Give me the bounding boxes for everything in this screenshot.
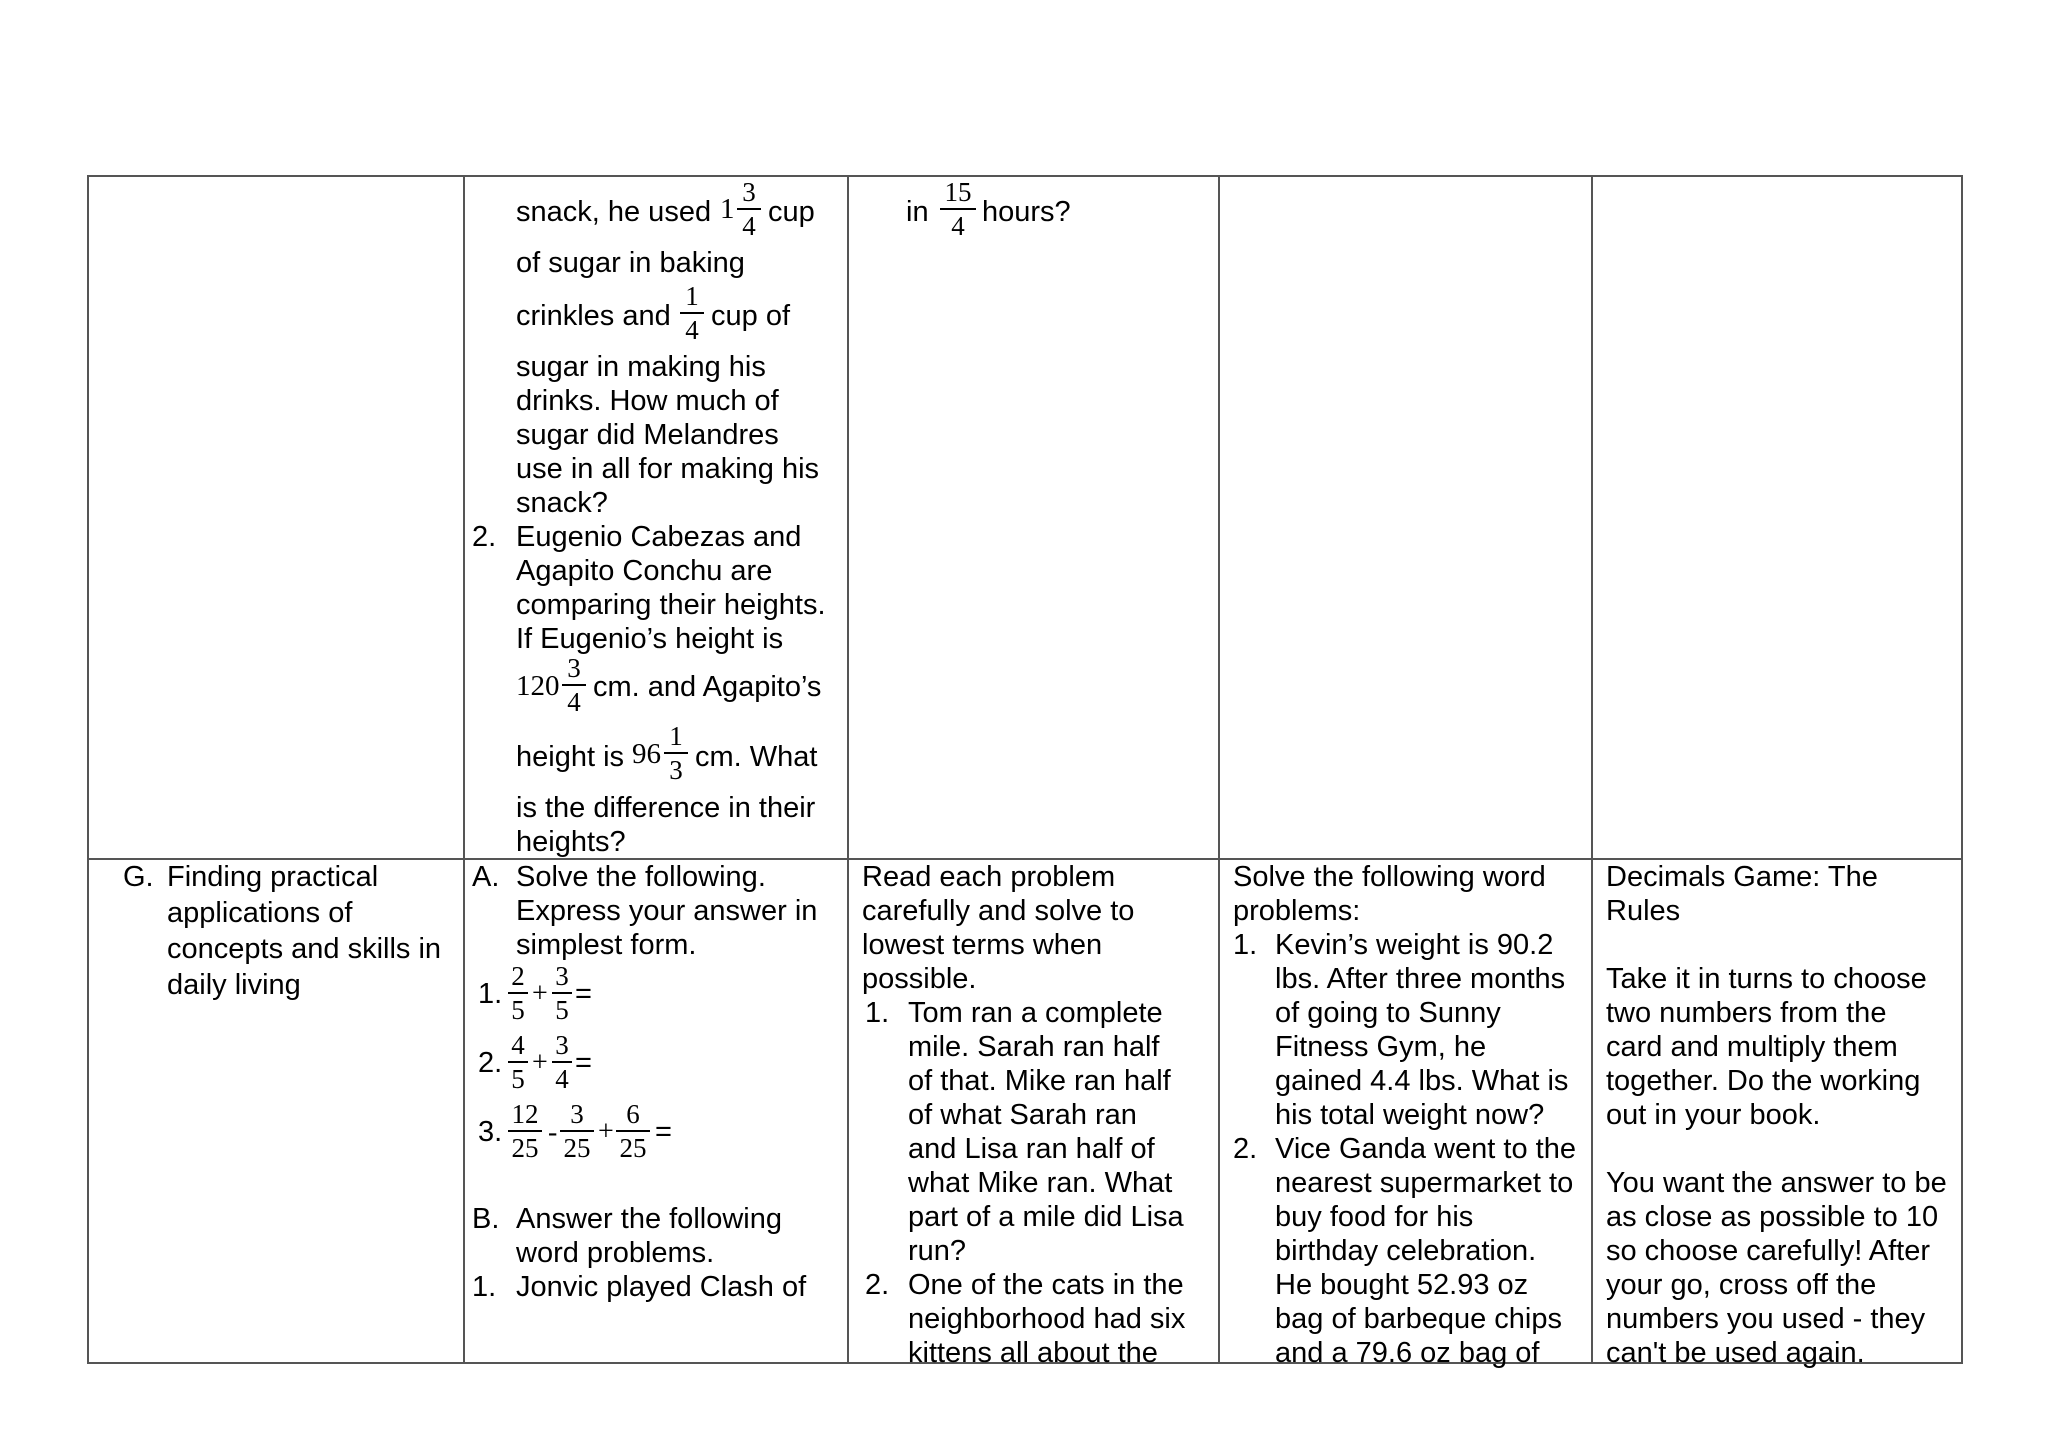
cell-text: Read each problem bbox=[862, 861, 1116, 893]
plus-operator: + bbox=[532, 1047, 548, 1078]
cell-text: as close as possible to 10 bbox=[1606, 1201, 1939, 1233]
mixed-number-whole: 96 bbox=[632, 738, 661, 770]
cell-text: Jonvic played Clash of bbox=[516, 1271, 807, 1303]
fraction-denominator: 4 bbox=[742, 211, 756, 241]
column-divider-3 bbox=[1218, 175, 1220, 1364]
fraction-denominator: 25 bbox=[511, 1133, 539, 1163]
cell-text: cup bbox=[768, 196, 815, 228]
fraction-denominator: 4 bbox=[555, 1064, 569, 1094]
cell-text: comparing their heights. bbox=[516, 589, 826, 621]
column-divider-4 bbox=[1591, 175, 1593, 1364]
fraction-numerator: 15 bbox=[944, 177, 972, 207]
list-number: 2. bbox=[1233, 1133, 1258, 1165]
fraction-bar bbox=[940, 208, 976, 210]
cell-text: height is bbox=[516, 741, 625, 773]
fraction-numerator: 3 bbox=[567, 653, 581, 683]
fraction bbox=[664, 722, 688, 784]
list-letter: B. bbox=[472, 1203, 500, 1235]
fraction bbox=[552, 962, 572, 1024]
cell-text: neighborhood had six bbox=[908, 1303, 1186, 1335]
fraction-denominator: 4 bbox=[685, 315, 699, 345]
cell-text: simplest form. bbox=[516, 929, 697, 961]
fraction-numerator: 1 bbox=[669, 721, 683, 751]
fraction-bar bbox=[680, 312, 704, 314]
mixed-number-whole: 120 bbox=[516, 670, 560, 702]
cell-text: cup of bbox=[711, 300, 790, 332]
fraction bbox=[940, 178, 976, 240]
cell-text: numbers you used - they bbox=[1606, 1303, 1926, 1335]
section-title-line: applications of bbox=[167, 897, 353, 929]
fraction-bar bbox=[616, 1130, 650, 1132]
fraction-denominator: 4 bbox=[951, 211, 965, 241]
fraction bbox=[508, 1031, 528, 1093]
fraction-numerator: 4 bbox=[511, 1030, 525, 1060]
cell-text: Eugenio Cabezas and bbox=[516, 521, 802, 553]
list-number: 1. bbox=[865, 997, 890, 1029]
cell-text: of what Sarah ran bbox=[908, 1099, 1137, 1131]
cell-text: bag of barbeque chips bbox=[1275, 1303, 1562, 1335]
cell-text: run? bbox=[908, 1235, 967, 1267]
cell-text: kittens all about the bbox=[908, 1337, 1158, 1369]
cell-text: sugar did Melandres bbox=[516, 419, 779, 451]
list-letter: A. bbox=[472, 861, 500, 893]
cell-text: of that. Mike ran half bbox=[908, 1065, 1171, 1097]
list-number: 1. bbox=[1233, 929, 1258, 961]
fraction-bar bbox=[664, 752, 688, 754]
fraction bbox=[562, 654, 586, 716]
cell-text: so choose carefully! After bbox=[1606, 1235, 1930, 1267]
fraction bbox=[560, 1100, 594, 1162]
fraction-bar bbox=[560, 1130, 594, 1132]
cell-text: He bought 52.93 oz bbox=[1275, 1269, 1529, 1301]
fraction-bar bbox=[508, 1061, 528, 1063]
cell-text: mile. Sarah ran half bbox=[908, 1031, 1160, 1063]
cell-text: cm. What bbox=[695, 741, 818, 773]
cell-text: and Lisa ran half of bbox=[908, 1133, 1155, 1165]
cell-text: two numbers from the bbox=[1606, 997, 1887, 1029]
column-divider-1 bbox=[463, 175, 465, 1364]
cell-text: problems: bbox=[1233, 895, 1361, 927]
table-border-right bbox=[1961, 175, 1963, 1364]
fraction bbox=[680, 282, 704, 344]
fraction bbox=[508, 1100, 542, 1162]
cell-text: If Eugenio’s height is bbox=[516, 623, 784, 655]
section-title-line: concepts and skills in bbox=[167, 933, 442, 965]
fraction-denominator: 3 bbox=[669, 755, 683, 785]
cell-text: cm. and Agapito’s bbox=[593, 671, 822, 703]
cell-text: Vice Ganda went to the bbox=[1275, 1133, 1576, 1165]
fraction-bar bbox=[508, 1130, 542, 1132]
cell-text: together. Do the working bbox=[1606, 1065, 1921, 1097]
cell-text: crinkles and bbox=[516, 300, 671, 332]
list-number: 2. bbox=[478, 1047, 503, 1079]
game-title-line: Rules bbox=[1606, 895, 1681, 927]
section-title-line: daily living bbox=[167, 969, 301, 1001]
fraction-numerator: 3 bbox=[555, 961, 569, 991]
cell-text: carefully and solve to bbox=[862, 895, 1135, 927]
plus-operator: + bbox=[532, 978, 548, 1009]
fraction-denominator: 25 bbox=[619, 1133, 647, 1163]
cell-text: of sugar in baking bbox=[516, 247, 745, 279]
cell-text: snack? bbox=[516, 487, 608, 519]
table-border-left bbox=[87, 175, 89, 1364]
cell-text: can't be used again. bbox=[1606, 1337, 1865, 1369]
plus-operator: + bbox=[598, 1116, 614, 1147]
fraction-numerator: 3 bbox=[570, 1099, 584, 1129]
cell-text: lowest terms when bbox=[862, 929, 1103, 961]
cell-text: Kevin’s weight is 90.2 bbox=[1275, 929, 1554, 961]
fraction-numerator: 12 bbox=[511, 1099, 539, 1129]
minus-operator: - bbox=[548, 1117, 558, 1148]
cell-text: heights? bbox=[516, 826, 626, 858]
cell-text: use in all for making his bbox=[516, 453, 820, 485]
fraction bbox=[616, 1100, 650, 1162]
equals-sign: = bbox=[575, 1047, 592, 1079]
fraction bbox=[552, 1031, 572, 1093]
cell-text: Take it in turns to choose bbox=[1606, 963, 1927, 995]
equals-sign: = bbox=[575, 978, 592, 1010]
equals-sign: = bbox=[655, 1116, 672, 1148]
fraction-denominator: 25 bbox=[563, 1133, 591, 1163]
fraction-denominator: 5 bbox=[511, 1064, 525, 1094]
cell-text: your go, cross off the bbox=[1606, 1269, 1877, 1301]
game-title-line: Decimals Game: The bbox=[1606, 861, 1878, 893]
list-number: 2. bbox=[865, 1269, 890, 1301]
cell-text: drinks. How much of bbox=[516, 385, 779, 417]
fraction-bar bbox=[552, 1061, 572, 1063]
section-title-line: Finding practical bbox=[167, 861, 379, 893]
fraction-numerator: 3 bbox=[555, 1030, 569, 1060]
fraction-bar bbox=[508, 992, 528, 994]
cell-text: is the difference in their bbox=[516, 792, 816, 824]
cell-text: what Mike ran. What bbox=[908, 1167, 1173, 1199]
cell-text: part of a mile did Lisa bbox=[908, 1201, 1184, 1233]
mixed-number-whole: 1 bbox=[720, 193, 735, 225]
cell-text: Tom ran a complete bbox=[908, 997, 1163, 1029]
cell-text: lbs. After three months bbox=[1275, 963, 1566, 995]
cell-text: and a 79.6 oz bag of bbox=[1275, 1337, 1540, 1369]
table-border-top bbox=[87, 175, 1963, 177]
cell-text: Express your answer in bbox=[516, 895, 818, 927]
cell-text: Answer the following bbox=[516, 1203, 782, 1235]
fraction-denominator: 5 bbox=[555, 995, 569, 1025]
fraction bbox=[737, 178, 761, 240]
list-number: 2. bbox=[472, 521, 497, 553]
fraction-bar bbox=[737, 208, 761, 210]
list-number: 1. bbox=[472, 1271, 497, 1303]
list-number: 1. bbox=[478, 978, 503, 1010]
cell-text: word problems. bbox=[516, 1237, 715, 1269]
cell-text: You want the answer to be bbox=[1606, 1167, 1947, 1199]
cell-text: out in your book. bbox=[1606, 1099, 1821, 1131]
cell-text: card and multiply them bbox=[1606, 1031, 1898, 1063]
fraction-denominator: 5 bbox=[511, 995, 525, 1025]
cell-text: his total weight now? bbox=[1275, 1099, 1545, 1131]
fraction-denominator: 4 bbox=[567, 687, 581, 717]
cell-text: birthday celebration. bbox=[1275, 1235, 1537, 1267]
cell-text: nearest supermarket to bbox=[1275, 1167, 1574, 1199]
cell-text: of going to Sunny bbox=[1275, 997, 1501, 1029]
cell-text: Solve the following word bbox=[1233, 861, 1546, 893]
cell-text: One of the cats in the bbox=[908, 1269, 1184, 1301]
cell-text: Agapito Conchu are bbox=[516, 555, 773, 587]
column-divider-2 bbox=[847, 175, 849, 1364]
cell-text: sugar in making his bbox=[516, 351, 766, 383]
cell-text: buy food for his bbox=[1275, 1201, 1474, 1233]
cell-text: Solve the following. bbox=[516, 861, 766, 893]
section-letter: G. bbox=[123, 861, 154, 893]
fraction-numerator: 2 bbox=[511, 961, 525, 991]
cell-text: snack, he used bbox=[516, 196, 712, 228]
fraction-bar bbox=[552, 992, 572, 994]
fraction-numerator: 3 bbox=[742, 177, 756, 207]
cell-text: gained 4.4 lbs. What is bbox=[1275, 1065, 1569, 1097]
cell-text: in bbox=[906, 196, 929, 228]
fraction-numerator: 6 bbox=[626, 1099, 640, 1129]
cell-text: hours? bbox=[982, 196, 1071, 228]
fraction bbox=[508, 962, 528, 1024]
cell-text: possible. bbox=[862, 963, 977, 995]
fraction-bar bbox=[562, 684, 586, 686]
cell-text: Fitness Gym, he bbox=[1275, 1031, 1487, 1063]
fraction-numerator: 1 bbox=[685, 281, 699, 311]
list-number: 3. bbox=[478, 1116, 503, 1148]
